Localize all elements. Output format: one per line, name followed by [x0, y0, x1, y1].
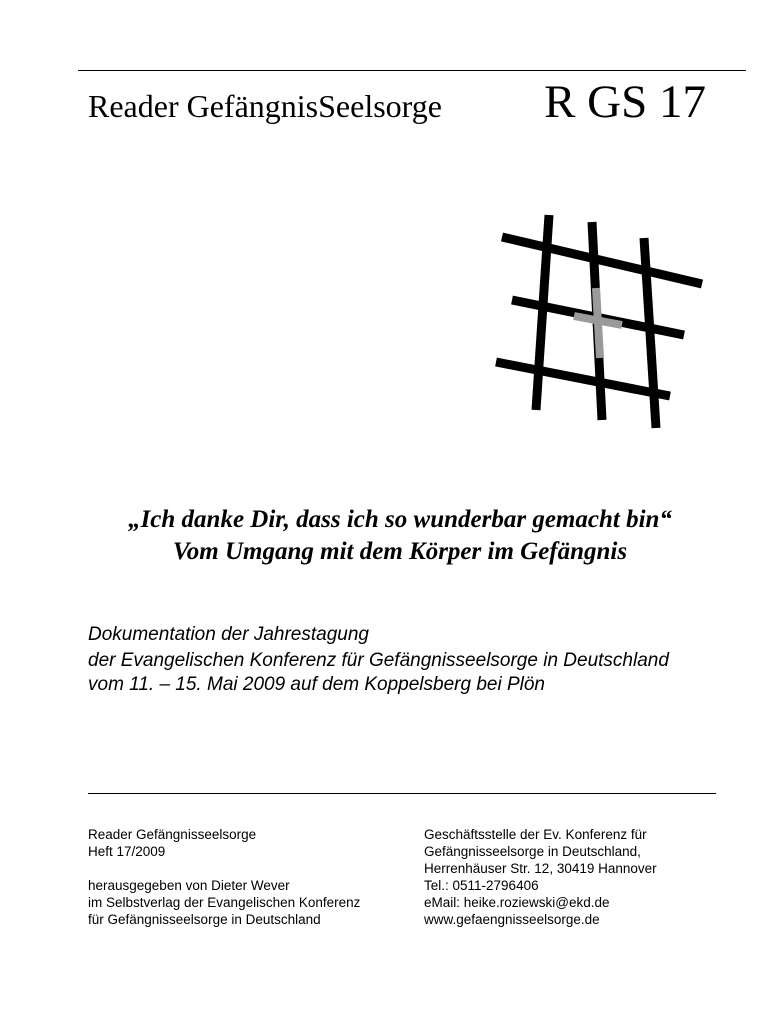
issue-number: Heft 17/2009	[88, 844, 166, 859]
bar-horizontal-bottom	[496, 362, 670, 396]
publisher-line: im Selbstverlag der Evangelischen Konferenz	[88, 895, 361, 910]
office-phone: Tel.: 0511-2796406	[424, 878, 539, 893]
footer-rule	[88, 793, 716, 794]
office-address: Herrenhäuser Str. 12, 30419 Hannover	[424, 861, 657, 876]
office-name-line: Geschäftsstelle der Ev. Konferenz für	[424, 827, 647, 842]
office-contact	[424, 826, 657, 928]
bar-horizontal-top	[502, 237, 702, 284]
documentation-line: Dokumentation der Jahrestagung	[88, 624, 369, 645]
cross-icon	[574, 288, 622, 358]
series-name: Reader Gefängnisseelsorge	[88, 827, 257, 842]
headline-quote: „Ich danke Dir, dass ich so wunderbar gemacht bin“	[128, 506, 672, 533]
header-title: Reader GefängnisSeelsorge	[88, 88, 442, 124]
documentation-line: der Evangelischen Konferenz für Gefängnisseelsorge in Deutschland	[88, 650, 669, 671]
office-name-line: Gefängnisseelsorge in Deutschland,	[424, 844, 641, 859]
office-email: eMail: heike.roziewski@ekd.de	[424, 895, 610, 910]
editor: herausgegeben von Dieter Wever	[88, 878, 290, 893]
header-rule	[78, 70, 746, 71]
issue-code: R GS 17	[544, 76, 706, 128]
spacer	[88, 860, 360, 877]
publisher-line: für Gefängnisseelsorge in Deutschland	[88, 912, 321, 927]
publication-info	[88, 826, 360, 928]
documentation-line: vom 11. – 15. Mai 2009 auf dem Koppelsberg bei Plön	[88, 674, 545, 695]
prison-bars-with-cross-icon	[490, 210, 710, 435]
office-website: www.gefaengnisseelsorge.de	[424, 912, 600, 927]
headline-subtitle: Vom Umgang mit dem Körper im Gefängnis	[172, 538, 628, 565]
